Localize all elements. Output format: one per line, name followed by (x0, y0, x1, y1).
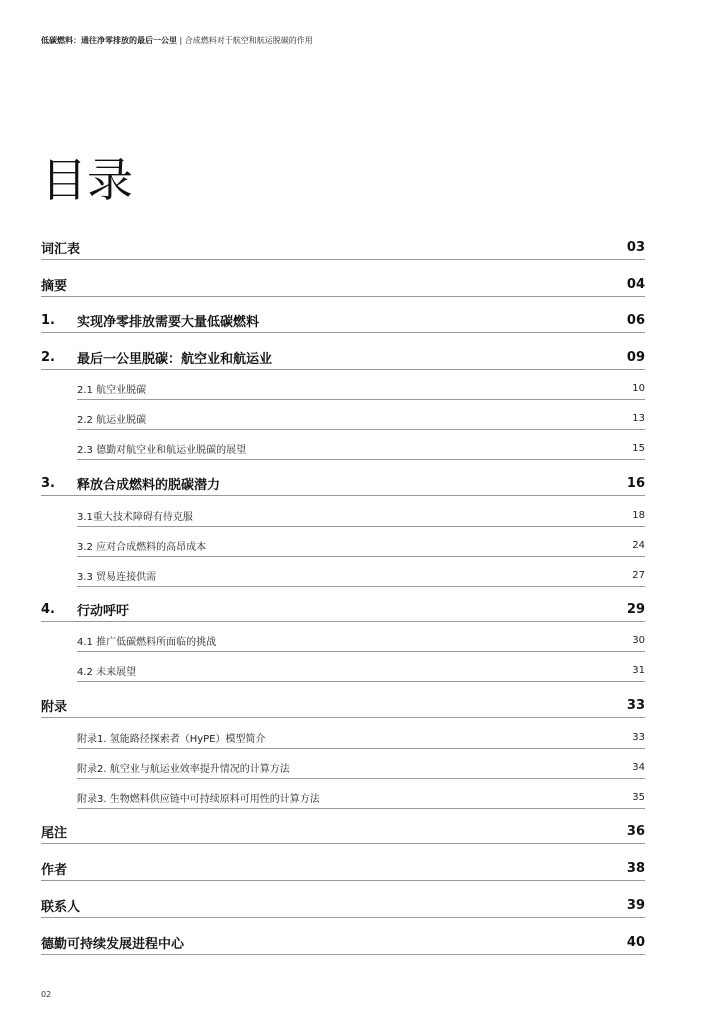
toc-entry-label: 3.1重大技术障碍有待克服 (77, 512, 193, 523)
toc-entry-page: 36 (626, 824, 645, 839)
toc-entry-label: 德勤可持续发展进程中心 (41, 937, 185, 952)
header-separator: | (179, 36, 183, 45)
toc-entry[interactable] (77, 505, 645, 527)
toc-entry[interactable] (77, 630, 645, 652)
toc-entry-page: 33 (626, 698, 645, 713)
toc-entry-number: 2. (41, 350, 55, 365)
toc-entry-number: 4. (41, 602, 55, 617)
toc-entry-label: 附录3. 生物燃料供应链中可持续原料可用性的计算方法 (77, 794, 320, 805)
toc-entry-page: 09 (626, 350, 645, 365)
toc-entry-page: 40 (626, 935, 645, 950)
toc-entry-page: 27 (632, 570, 645, 581)
toc-entry[interactable] (77, 378, 645, 400)
toc-entry-page: 38 (626, 861, 645, 876)
toc-entry-page: 29 (626, 602, 645, 617)
toc-entry[interactable] (77, 787, 645, 809)
toc-entry-label: 释放合成燃料的脱碳潜力 (77, 478, 221, 493)
toc-entry[interactable] (41, 472, 645, 496)
toc-entry-page: 16 (626, 476, 645, 491)
toc-entry-label: 3.2 应对合成燃料的高昂成本 (77, 542, 207, 553)
toc-entry-label: 实现净零排放需要大量低碳燃料 (77, 315, 260, 330)
toc-entry-page: 33 (632, 732, 645, 743)
toc-entry-page: 34 (632, 762, 645, 773)
toc-entry-page: 31 (632, 665, 645, 676)
toc-entry[interactable] (41, 598, 645, 622)
toc-entry-number: 1. (41, 313, 55, 328)
toc-entry-page: 35 (632, 792, 645, 803)
toc-entry-page: 04 (626, 277, 645, 292)
page-title: 目录 (41, 153, 133, 207)
running-header (41, 35, 313, 46)
toc-entry-label: 附录1. 氢能路径探索者（HyPE）模型简介 (77, 734, 266, 745)
toc-entry-label: 4.2 未来展望 (77, 667, 137, 678)
toc-entry[interactable] (77, 438, 645, 460)
toc-entry-label: 行动呼吁 (77, 604, 130, 619)
toc-entry-page: 03 (626, 240, 645, 255)
toc-entry[interactable] (41, 931, 645, 955)
toc-entry[interactable] (77, 565, 645, 587)
toc-entry-label: 附录 (41, 700, 68, 715)
toc-entry-label: 最后一公里脱碳：航空业和航运业 (77, 352, 273, 367)
toc-entry[interactable] (41, 346, 645, 370)
toc-entry-label: 2.3 德勤对航空业和航运业脱碳的展望 (77, 445, 247, 456)
toc-entry-label: 2.2 航运业脱碳 (77, 415, 147, 426)
toc-entry[interactable] (77, 660, 645, 682)
toc-entry[interactable] (77, 535, 645, 557)
toc-entry-page: 30 (632, 635, 645, 646)
toc-entry[interactable] (77, 757, 645, 779)
toc-entry-page: 10 (632, 383, 645, 394)
toc-entry[interactable] (41, 273, 645, 297)
toc-entry-page: 15 (632, 443, 645, 454)
header-report-title: 低碳燃料：通往净零排放的最后一公里 (41, 36, 177, 45)
toc-entry-label: 尾注 (41, 826, 68, 841)
toc-entry[interactable] (41, 694, 645, 718)
toc-entry-label: 4.1 推广低碳燃料所面临的挑战 (77, 637, 217, 648)
toc-entry-label: 词汇表 (41, 242, 81, 257)
toc-entry[interactable] (41, 309, 645, 333)
toc-entry[interactable] (77, 408, 645, 430)
toc-entry[interactable] (41, 894, 645, 918)
toc-entry-page: 13 (632, 413, 645, 424)
toc-entry-page: 18 (632, 510, 645, 521)
toc-entry-label: 作者 (41, 863, 68, 878)
toc-entry[interactable] (41, 236, 645, 260)
toc-entry-page: 39 (626, 898, 645, 913)
toc-entry[interactable] (77, 727, 645, 749)
toc-entry-page: 24 (632, 540, 645, 551)
header-report-subtitle: 合成燃料对于航空和航运脱碳的作用 (184, 36, 313, 45)
toc-entry-label: 附录2. 航空业与航运业效率提升情况的计算方法 (77, 764, 290, 775)
toc-entry-page: 06 (626, 313, 645, 328)
toc-entry-number: 3. (41, 476, 55, 491)
toc-entry-label: 摘要 (41, 279, 68, 294)
toc-entry-label: 2.1 航空业脱碳 (77, 385, 147, 396)
toc-entry[interactable] (41, 820, 645, 844)
toc-entry-label: 联系人 (41, 900, 81, 915)
toc-entry-label: 3.3 贸易连接供需 (77, 572, 157, 583)
toc-entry[interactable] (41, 857, 645, 881)
page-number: 02 (41, 990, 52, 999)
